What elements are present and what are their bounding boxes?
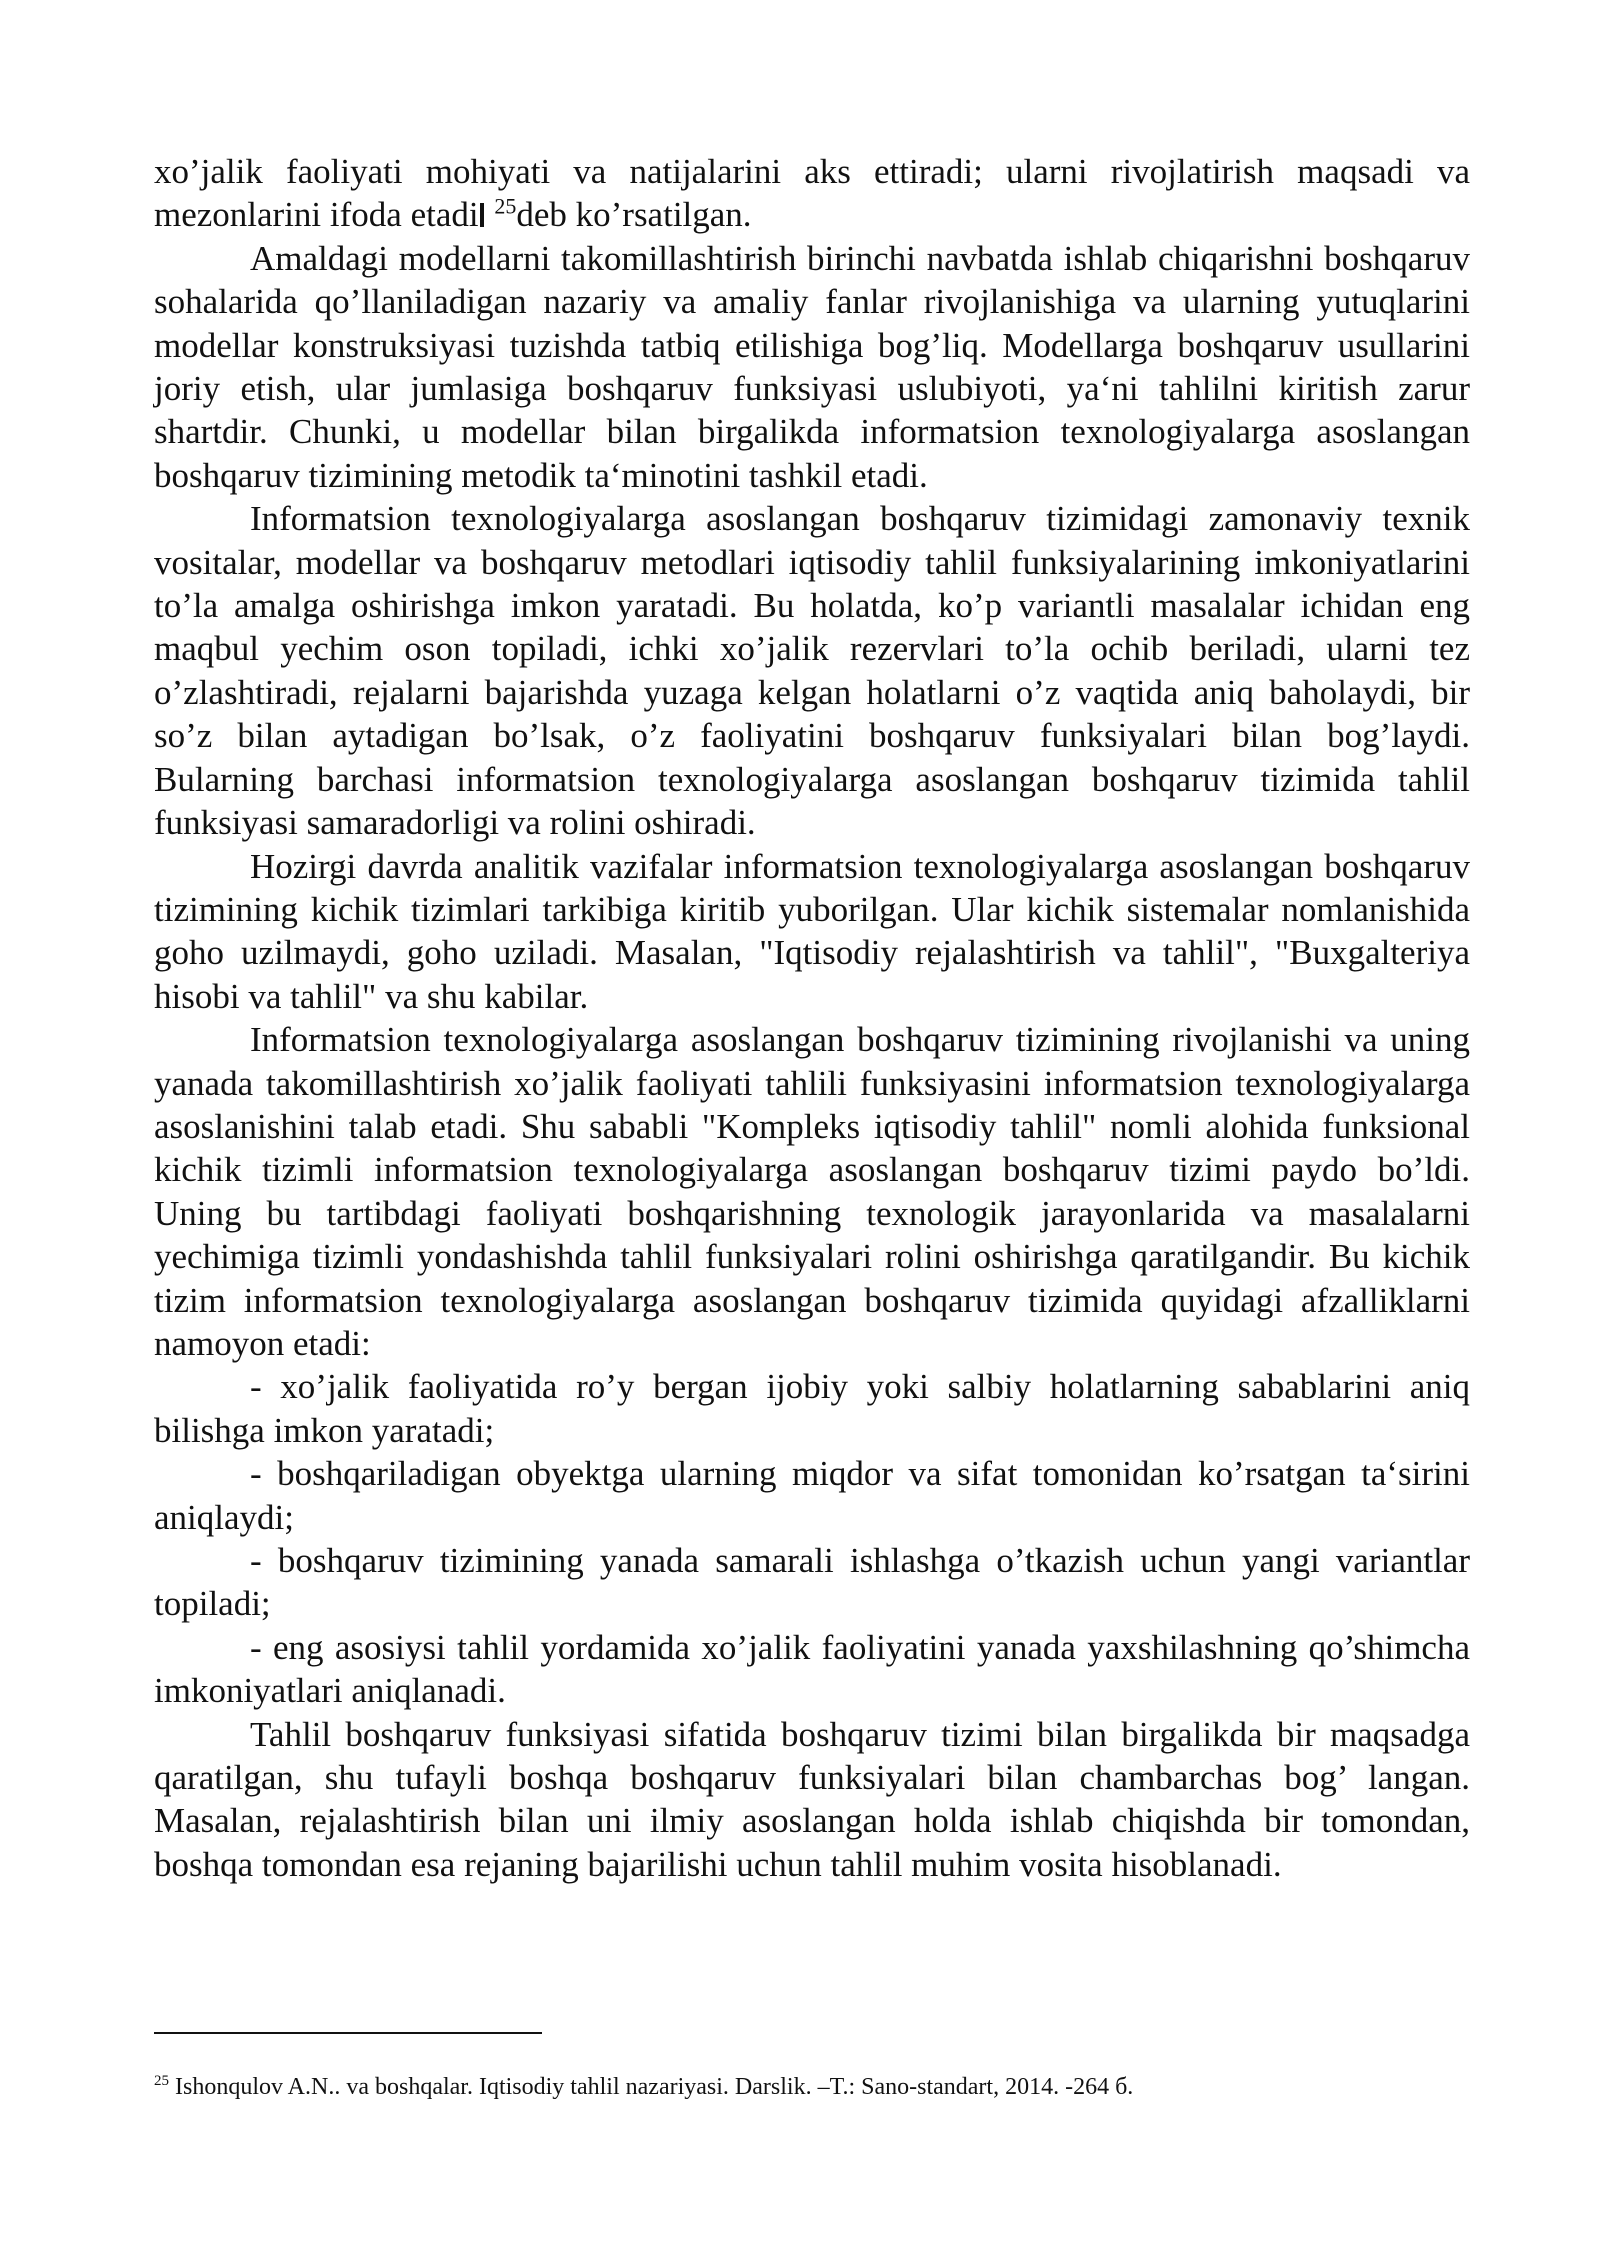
paragraph-text: xo’jalik faoliyati mohiyati va natijalarini aks ettiradi; ularni rivojlatirish maqsadi va mezonlarini ifoda etadi [154,152,1470,235]
list-item: - boshqariladigan obyektga ularning miqdor va sifat tomonidan ko’rsatgan ta‘sirini aniqlaydi; [154,1454,1470,1537]
paragraph-continuation [154,150,1470,237]
footnote-separator [154,2032,542,2034]
list-item: - xo’jalik faoliyatida ro’y bergan ijobiy yoki salbiy holatlarning sabablarini aniq bilishga imkon yaratadi; [154,1367,1470,1450]
paragraph: Amaldagi modellarni takomillashtirish birinchi navbatda ishlab chiqarishni boshqaruv sohalarida qo’llaniladigan nazariy va amaliy fanlar rivojlanishiga va ularning yutuqlarini modellar konstruksiyasi tuzishda tatbiq etilishiga bog’liq. Modellarga boshqaruv usullarini joriy etish, ular jumlasiga boshqaruv funksiyasi uslubiyoti, ya‘ni tahlilni kiritish zarur shartdir. Chunki, u modellar bilan birgalikda informatsion texnologiyalarga asoslangan boshqaruv tizimining metodik ta‘minotini tashkil etadi. [154,238,1470,495]
body-text [154,150,1470,1886]
paragraph: Informatsion texnologiyalarga asoslangan boshqaruv tizimidagi zamonaviy texnik vositalar, modellar va boshqaruv metodlari iqtisodiy tahlil funksiyalarining imkoniyatlarini to’la amalga oshirishga imkon yaratadi. Bu holatda, ko’p variantli masalalar ichidan eng maqbul yechim oson topiladi, ichki xo’jalik rezervlari to’la ochib beriladi, ularni tez o’zlashtiradi, rejalarni bajarishda yuzaga kelgan holatlarni o’z vaqtida aniq baholaydi, bir so’z bilan aytadigan bo’lsak, o’z faoliyatini boshqaruv funksiyalari bilan bog’laydi. Bularning barchasi informatsion texnologiyalarga asoslangan boshqaruv tizimida tahlil funksiyasi samaradorligi va rolini oshiradi. [154,499,1470,843]
paragraph: Informatsion texnologiyalarga asoslangan boshqaruv tizimining rivojlanishi va uning yanada takomillashtirish xo’jalik faoliyati tahlili funksiyasini informatsion texnologiyalarga asoslanishini talab etadi. Shu sababli "Kompleks iqtisodiy tahlil" nomli alohida funksional kichik tizimli informatsion texnologiyalarga asoslangan boshqaruv tizimi paydo bo’ldi. Uning bu tartibdagi faoliyati boshqarishning texnologik jarayonlarida va masalalarni yechimiga tizimli yondashishda tahlil funksiyalari rolini oshirishga qaratilgandir. Bu kichik tizim informatsion texnologiyalarga asoslangan boshqaruv tizimida quyidagi afzalliklarni namoyon etadi: [154,1020,1470,1363]
paragraph-text: deb ko’rsatilgan. [516,195,752,235]
footnote-number: 25 [154,2073,169,2089]
list-item: - boshqaruv tizimining yanada samarali ishlashga o’tkazish uchun yangi variantlar topiladi; [154,1541,1470,1624]
list-item: - eng asosiysi tahlil yordamida xo’jalik faoliyatini yanada yaxshilashning qo’shimcha imkoniyatlari aniqlanadi. [154,1627,1470,1711]
quote-close-mark [480,203,484,227]
paragraph: Hozirgi davrda analitik vazifalar informatsion texnologiyalarga asoslangan boshqaruv tizimining kichik tizimlari tarkibiga kiritib yuborilgan. Ular kichik sistemalar nomlanishida goho uzilmaydi, goho uziladi. Masalan, "Iqtisodiy rejalashtirish va tahlil", "Buxgalteriya hisobi va tahlil" va shu kabilar. [154,846,1470,1016]
paragraph: Tahlil boshqaruv funksiyasi sifatida boshqaruv tizimi bilan birgalikda bir maqsadga qaratilgan, shu tufayli boshqa boshqaruv funksiyalari bilan chambarchas bog’ langan. Masalan, rejalashtirish bilan uni ilmiy asoslangan holda ishlab chiqishda bir tomondan, boshqa tomondan esa rejaning bajarilishi uchun tahlil muhim vosita hisoblanadi. [154,1714,1470,1884]
footnote [154,2072,1470,2102]
footnote-text: Ishonqulov A.N.. va boshqalar. Iqtisodiy tahlil nazariyasi. Darslik. –T.: Sano-standart, 2014. -264 б. [169,2074,1134,2100]
footnote-reference: 25 [494,193,517,219]
